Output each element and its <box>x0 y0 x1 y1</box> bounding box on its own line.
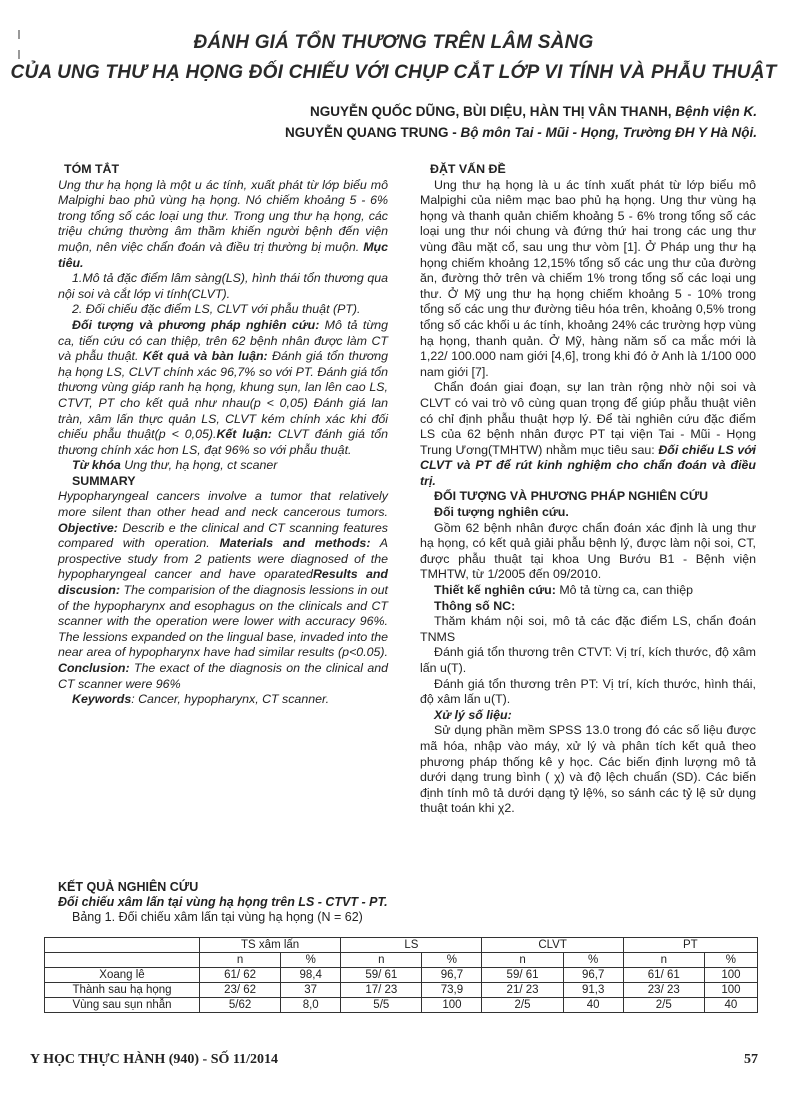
intro-aim: Đối chiếu LS với CLVT và PT để rút kinh nghiệm cho chẩn đoán và điều trị. <box>420 442 756 488</box>
table-cell: 73,9 <box>422 983 482 998</box>
summary-body <box>58 489 388 692</box>
summary-keywords-label: Keywords <box>72 692 132 707</box>
table-cell: 96,7 <box>563 968 623 983</box>
table-header-cell <box>45 953 200 968</box>
table-cell: 100 <box>422 998 482 1013</box>
table-cell: 23/ 23 <box>623 983 704 998</box>
table-cell: 17/ 23 <box>341 983 422 998</box>
row-label: Vùng sau sụn nhẫn <box>45 998 200 1013</box>
table-cell: 98,4 <box>281 968 341 983</box>
table-subheader: n <box>623 953 704 968</box>
summary-conclusion-label: Conclusion: <box>58 661 130 675</box>
results-heading: KẾT QUẢ NGHIÊN CỨU <box>58 880 199 894</box>
objective-label: Objective: <box>58 520 118 535</box>
abstract-paragraph <box>58 178 388 272</box>
left-column <box>58 162 388 708</box>
conclusion-label: Kết luận: <box>216 427 272 442</box>
discussion-label: Results and discusion: <box>58 567 388 598</box>
table-cell: 2/5 <box>623 998 704 1013</box>
params-paragraph-1: Thăm khám nội soi, mô tả các đặc điểm LS, chẩn đoán TNMS <box>420 614 756 644</box>
design-label: Thiết kế nghiên cứu: <box>434 583 556 598</box>
abstract-objective-1: 1.Mô tả đặc điểm lâm sàng(LS), hình thái tổn thương qua nội soi và cắt lớp vi tính(CLVT). <box>58 271 388 301</box>
results-label: Kết quả và bàn luận: <box>142 349 268 364</box>
table-cell: 37 <box>281 983 341 998</box>
row-label: Thành sau hạ họng <box>45 983 200 998</box>
table-subheader: n <box>482 953 563 968</box>
subjects-heading: Đối tượng nghiên cứu. <box>434 505 569 520</box>
table-cell: 96,7 <box>422 968 482 983</box>
table-subheader: n <box>341 953 422 968</box>
keywords <box>58 458 388 474</box>
params-heading: Thông số NC: <box>434 598 516 613</box>
abstract-objective-label: Mục tiêu. <box>58 239 388 270</box>
table-cell: 59/ 61 <box>482 968 563 983</box>
table-cell: 40 <box>563 998 623 1013</box>
params-paragraph-3: Đánh giá tổn thương trên PT: Vị trí, kích thước, hình thái, độ xâm lấn u(T). <box>420 676 756 707</box>
page-footer <box>30 1052 758 1068</box>
table-cell: 61/ 61 <box>623 968 704 983</box>
results-text: Đánh giá tổn thương hạ họng LS, CLVT chính xác 96,7% so với PT. Đánh giá tổn thương vùng giáp ranh hạ họng, khung sụn, lan lên cao LS, CTVT, PT cho kết quả như nhau(p < 0,05) Đánh giá lan tràn, xâm lấn thực quản LS, CLVT kém chính xác khi đối chiếu phẫu thuật(p < 0,05). <box>58 349 388 442</box>
table-row <box>45 998 758 1013</box>
table-subheader: % <box>563 953 623 968</box>
row-label: Xoang lê <box>45 968 200 983</box>
title-line-1: ĐÁNH GIÁ TỔN THƯƠNG TRÊN LÂM SÀNG <box>193 32 594 53</box>
intro-paragraph-1: Ung thư hạ họng là u ác tính xuất phát từ lớp biểu mô Malpighi của niêm mạc bao phủ hạ họng. Ung thư vùng hạ họng và thanh quản chiếm khoảng 5 - 6% trong tổng số các loại ung thư nói chung và đứng thứ hai trong các ung thư vùng đầu mặt cổ, sau ung thư vòm [1]. Ở Pháp ung thư hạ họng chiếm khoảng 12,15% tổng số các ung thư của đường ăn, đường thở trên và chiếm 1% trong tổng số các loại ung thư. Ở Mỹ ung thư hạ họng chiếm khoảng 5 - 10% trong tổng số các ung thư đường tiêu hóa trên, khoảng 0,5% trong tổng số các khối u ác tính, khoảng 24% các trường hợp vùng hạ họng, thanh quản. Ở Mỹ, hàng năm số ca mắc mới là 1,22/ 100.000 nam giới [4,6], trong khi đó ở Anh là 1/100 000 nam giới [7]. <box>420 177 756 379</box>
table-cell: 2/5 <box>482 998 563 1013</box>
table-header-cell <box>45 938 200 953</box>
subjects-paragraph: Gồm 62 bệnh nhân được chẩn đoán xác định là ung thư hạ họng, có kết quả giải phẫu bệnh lý, được làm nội soi, CT, được phẫu thuật tại khoa Ung Bướu B1 - Bệnh viện TMHTW, từ 1/2005 đến 09/2010. <box>420 520 756 582</box>
stats-paragraph: Sử dụng phần mềm SPSS 13.0 trong đó các số liệu được mã hóa, nhập vào máy, xử lý và phân tích kết quả theo phương pháp thống kê y học. Các biến định lượng mô tả dưới dạng trung bình ( χ) và độ lệch chuẩn (SD). Các biến định tính mô tả dưới dạng tỷ lệ%, so sánh các tỷ lệ sử dụng thuật toán khi χ2. <box>420 723 756 816</box>
table-cell: 59/ 61 <box>341 968 422 983</box>
abstract-text: Ung thư hạ họng là một u ác tính, xuất phát từ lớp biểu mô Malpighi bao phủ vùng hạ họng. Nó chiếm khoảng 5 - 6% trong tổng số các loại ung thư. Trong ung thư hạ họng, các triệu chứng thường âm thầm khiến người bệnh đến viện muộn, nên việc chẩn đoán và điều trị thường bị muộn. <box>58 177 388 254</box>
table-cell: 5/62 <box>200 998 281 1013</box>
title-line-2: CỦA UNG THƯ HẠ HỌNG ĐỐI CHIẾU VỚI CHỤP CẮT LỚP VI TÍNH VÀ PHẪU THUẬT <box>10 62 777 83</box>
discussion-text: The comparision of the diagnosis lessions in out of the hypopharynx and esophagus on the clinicals and CT scanner with the operation were lower with accuracy 96%. The lessions expanded on the lingual base, invaded into the near area of hypopharynx have had similar results (p<0.05). <box>58 583 388 660</box>
authors-line-2 <box>285 125 757 140</box>
keywords-text: Ung thư, hạ họng, ct scaner <box>120 458 278 473</box>
summary-keywords <box>58 692 388 708</box>
table-cell: 21/ 23 <box>482 983 563 998</box>
design-text: Mô tả từng ca, can thiệp <box>555 583 693 598</box>
table-cell: 23/ 62 <box>200 983 281 998</box>
conclusion-text: CLVT đánh giá tổn thương chính xác hơn LS, đạt 96% so với phẫu thuật. <box>58 427 388 457</box>
intro-heading: ĐẶT VẤN ĐỀ <box>430 162 506 176</box>
page-number: 57 <box>744 1052 758 1067</box>
table-cell: 100 <box>704 968 757 983</box>
summary-text: Hypopharyngeal cancers involve a tumor that relatively more silent than other head and neck cancerous tumors. <box>58 489 388 520</box>
table-caption: Bảng 1. Đối chiếu xâm lấn tại vùng hạ họng (N = 62) <box>72 910 363 924</box>
table-row <box>45 983 758 998</box>
materials-label: Materials and methods: <box>219 536 371 551</box>
table-subheader: n <box>200 953 281 968</box>
table-group-header: TS xâm lấn <box>200 938 341 953</box>
summary-keywords-text: : Cancer, hypopharynx, CT scanner. <box>131 692 330 707</box>
table-subheader: % <box>281 953 341 968</box>
methods-label: Đối tượng và phương pháp nghiên cứu: <box>72 317 320 332</box>
table-subheader-row <box>45 953 758 968</box>
table-cell: 100 <box>704 983 757 998</box>
summary-conclusion-text: The exact of the diagnosis on the clinical and CT scanner were 96% <box>58 661 388 691</box>
results-section <box>58 880 758 925</box>
table-subheader: % <box>704 953 757 968</box>
abstract-body <box>58 318 388 458</box>
results-subheading: Đối chiếu xâm lấn tại vùng hạ họng trên LS - CTVT - PT. <box>58 895 388 909</box>
table-cell: 61/ 62 <box>200 968 281 983</box>
authors-line-1 <box>310 104 757 119</box>
table-cell: 8,0 <box>281 998 341 1013</box>
design-line <box>420 583 756 599</box>
intro-text: Chẩn đoán giai đoạn, sự lan tràn rộng nhờ nội soi và CLVT có vai trò vô cùng quan trọng để giúp phẫu thuật viên có chỉ định phẫu thuật hợp lý. Để tài nghiên cứu đặc điểm LS của 62 bệnh nhân được PT tại viện Tai - Mũi - Họng Trung Ương(TMHTW) nhằm mục tiêu sau: <box>420 380 756 457</box>
table-group-header: LS <box>341 938 482 953</box>
table-header-row <box>45 938 758 953</box>
table-row <box>45 968 758 983</box>
journal-name: Y HỌC THỰC HÀNH (940) - SỐ 11/2014 <box>30 1052 278 1067</box>
params-paragraph-2: Đánh giá tổn thương trên CTVT: Vị trí, kích thước, độ xâm lấn u(T). <box>420 645 756 675</box>
table-cell: 91,3 <box>563 983 623 998</box>
abstract-objective-2: 2. Đối chiếu đặc điểm LS, CLVT với phẫu thuật (PT). <box>72 302 361 317</box>
table-cell: 40 <box>704 998 757 1013</box>
summary-heading: SUMMARY <box>72 473 136 488</box>
table-cell: 5/5 <box>341 998 422 1013</box>
methods-text: Mô tả từng ca, tiến cứu có can thiệp, trên 62 bệnh nhân được làm CT và phẫu thuật. <box>58 317 388 364</box>
materials-text: A prospective study from 2 patients were diagnosed of the hypopharyngeal cancer and have oparated <box>58 536 388 582</box>
author-institution: Bệnh viện K. <box>675 104 757 119</box>
table-group-header: CLVT <box>482 938 623 953</box>
results-table <box>44 937 758 1013</box>
table-group-header: PT <box>623 938 757 953</box>
author-institution: Bộ môn Tai - Mũi - Họng, Trường ĐH Y Hà Nội. <box>460 125 757 140</box>
intro-paragraph-2 <box>420 380 756 489</box>
stats-heading: Xử lý số liệu: <box>434 707 512 722</box>
right-column <box>420 162 756 817</box>
abstract-heading: TÓM TẮT <box>64 162 120 176</box>
objective-text: Describ e the clinical and CT scanning features compared with operation. <box>58 520 388 551</box>
author-names: NGUYỄN QUANG TRUNG - <box>285 125 461 140</box>
keywords-label: Từ khóa <box>72 458 121 473</box>
author-names: NGUYỄN QUỐC DŨNG, BÙI DIỆU, HÀN THỊ VÂN THANH, <box>309 104 676 119</box>
table-subheader: % <box>422 953 482 968</box>
methods-heading: ĐỐI TƯỢNG VÀ PHƯƠNG PHÁP NGHIÊN CỨU <box>434 489 709 504</box>
